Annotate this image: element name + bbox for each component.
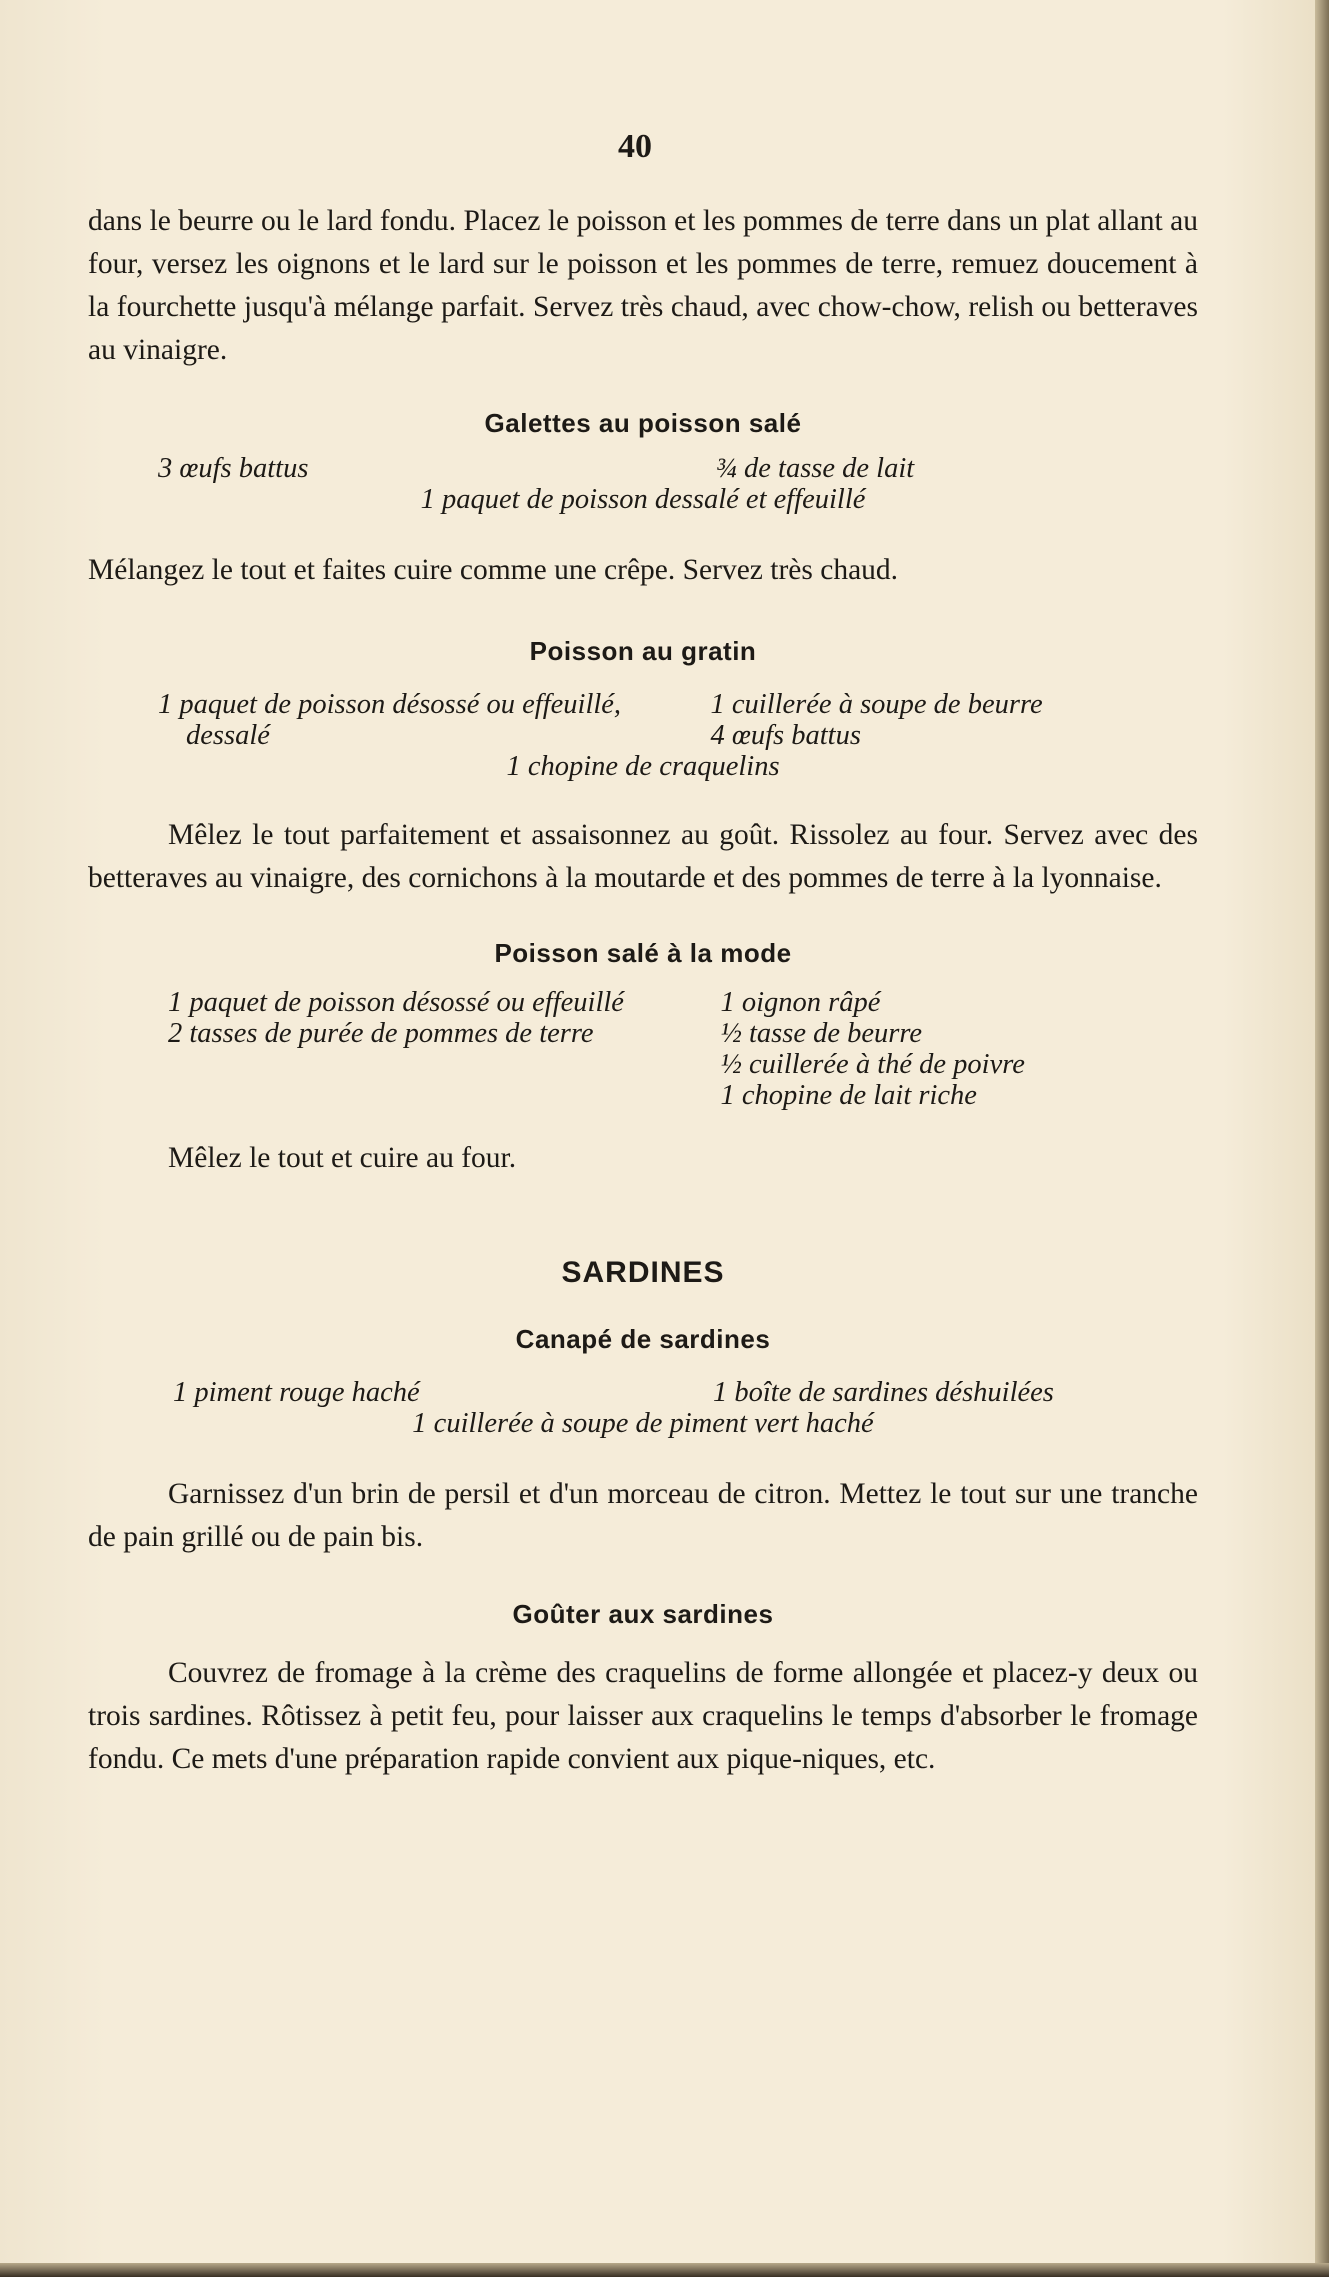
recipe-instructions: Mêlez le tout et cuire au four.	[168, 1142, 517, 1174]
recipe-instructions: Couvrez de fromage à la crème des craquelins de forme allongée et placez-y deux ou trois sardines. Rôtissez à petit feu, pour laisser aux craquelins le temps d'absorber le fromage fondu. Ce mets d'une préparation rapide convient aux pique-niques, etc.	[88, 1657, 1198, 1775]
ingredient: 1 paquet de poisson désossé ou effeuillé	[168, 987, 624, 1018]
page-bottom-edge	[0, 2263, 1329, 2277]
recipe-title: Galettes au poisson salé	[484, 408, 802, 438]
recipe-instructions: Mélangez le tout et faites cuire comme une crêpe. Servez très chaud.	[88, 554, 899, 586]
ingredient: 1 piment rouge haché	[173, 1377, 420, 1408]
ingredient: 4 œufs battus	[710, 720, 861, 751]
recipe-title: Poisson salé à la mode	[494, 938, 792, 968]
ingredient: 1 paquet de poisson dessalé et effeuillé	[420, 484, 866, 515]
ingredient: 1 paquet de poisson désossé ou effeuillé, dessalé	[158, 689, 622, 751]
ingredient: 1 cuillerée à soupe de piment vert haché	[412, 1408, 874, 1439]
ingredient: 3 œufs battus	[158, 453, 309, 484]
ingredient: 1 boîte de sardines déshuilées	[713, 1377, 1054, 1408]
ingredient: 1 chopine de craquelins	[506, 751, 780, 782]
recipe-instructions: Garnissez d'un brin de persil et d'un morceau de citron. Mettez le tout sur une tranche de pain grillé ou de pain bis.	[88, 1478, 1198, 1553]
ingredients-list	[88, 987, 1198, 1111]
recipe-title: Poisson au gratin	[529, 636, 757, 666]
ingredient: 2 tasses de purée de pommes de terre	[168, 1018, 594, 1049]
recipe-title: Canapé de sardines	[515, 1324, 771, 1354]
recipe-instructions: Mêlez le tout parfaitement et assaisonnez au goût. Rissolez au four. Servez avec des betteraves au vinaigre, des cornichons à la moutarde et des pommes de terre à la lyonnaise.	[88, 819, 1198, 894]
page-edge-shadow	[1315, 0, 1329, 2277]
ingredients-list	[88, 689, 1198, 782]
ingredient: 1 cuillerée à soupe de beurre	[710, 689, 1043, 720]
section-title: SARDINES	[561, 1256, 725, 1289]
ingredients-list	[88, 453, 1198, 515]
page-content	[88, 200, 1198, 1781]
intro-paragraph: dans le beurre ou le lard fondu. Placez le poisson et les pommes de terre dans un plat allant au four, versez les oignons et le lard sur le poisson et les pommes de terre, remuez doucement à la fourchette jusqu'à mélange parfait. Servez très chaud, avec chow-chow, relish ou betteraves au vinaigre.	[88, 205, 1198, 366]
page-number: 40	[618, 128, 652, 165]
ingredient: 1 oignon râpé	[720, 987, 881, 1018]
recipe-title: Goûter aux sardines	[512, 1599, 774, 1629]
ingredient: 1 chopine de lait riche	[720, 1080, 977, 1111]
ingredient: ½ tasse de beurre	[720, 1018, 923, 1049]
ingredient: ½ cuillerée à thé de poivre	[720, 1049, 1025, 1080]
ingredient: ¾ de tasse de lait	[715, 453, 915, 484]
ingredients-list	[88, 1377, 1198, 1439]
